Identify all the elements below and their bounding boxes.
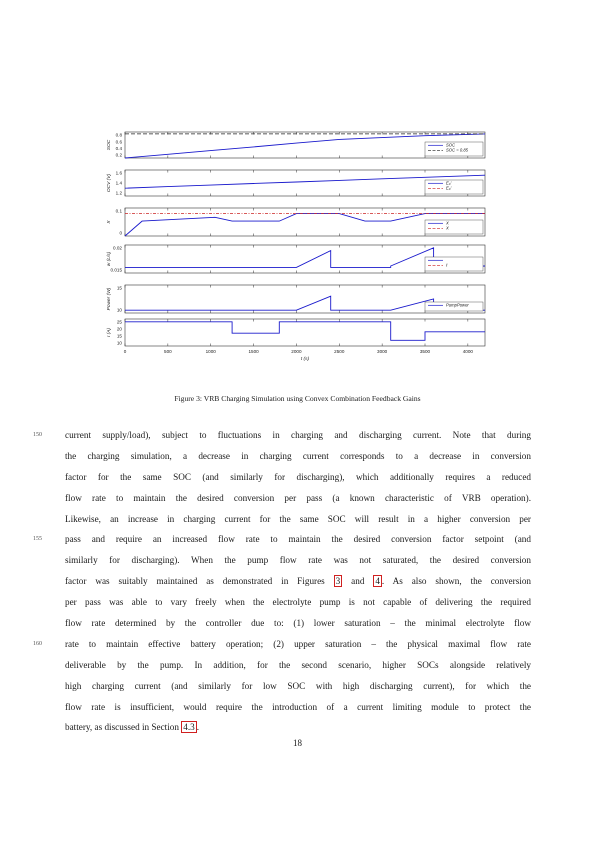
series-line <box>125 322 485 341</box>
y-tick-label: 0.4 <box>115 145 122 151</box>
y-tick-label: 10 <box>116 340 122 346</box>
legend-label: X <box>446 220 449 226</box>
legend-label: X <box>446 225 449 231</box>
x-tick-label: 0 <box>123 349 127 354</box>
line-number: 160 <box>33 640 42 647</box>
y-tick-label: 0.02 <box>113 245 122 251</box>
y-tick-label: 10 <box>116 307 122 313</box>
line-number: 155 <box>33 536 42 543</box>
page-number: 18 <box>293 738 302 748</box>
text-line: per pass was able to vary freely when the electrolyte pump is not capable of delivering the required <box>65 597 531 608</box>
text-line: Likewise, an increase in charging current for the same SOC will result in a higher conversion per <box>65 513 531 524</box>
legend-label: E₀′ <box>446 180 452 186</box>
x-tick-label: 1500 <box>248 349 259 354</box>
legend-box <box>425 257 483 271</box>
y-tick-label: 0 <box>119 230 122 236</box>
text-line: similarly for discharging). When the pump flow rate was not saturated, the desired conversion <box>65 555 531 566</box>
y-axis-label: SOC <box>107 139 112 151</box>
legend-label: E₀′ <box>446 185 452 191</box>
legend-label: ℓ <box>446 262 448 268</box>
y-tick-label: 0.015 <box>110 267 122 273</box>
x-tick-label: 2500 <box>334 349 345 354</box>
figure-caption: Figure 3: VRB Charging Simulation using Convex Combination Feedback Gains <box>174 394 421 403</box>
legend-label: PumpPower <box>446 302 469 308</box>
line-number: 150 <box>33 432 42 438</box>
y-tick-label: 0.2 <box>115 152 122 158</box>
legend-label: SOC = 0.85 <box>446 147 468 153</box>
text-line: factor for the same SOC (and similarly for discharging), which additionally requires a reduced <box>65 471 531 482</box>
text-line: battery, as discussed in Section 4.3 . <box>65 722 200 733</box>
y-tick-label: 25 <box>116 319 122 325</box>
legend-box <box>425 180 483 194</box>
x-tick-label: 2000 <box>291 349 302 354</box>
y-axis-label: X <box>107 220 112 224</box>
x-tick-label: 1000 <box>205 349 216 354</box>
y-axis-label: I (A) <box>107 327 112 338</box>
y-tick-label: 1.6 <box>115 170 122 176</box>
figure-3-link[interactable]: 3 <box>335 576 341 587</box>
y-tick-label: 1.4 <box>115 180 122 186</box>
text-line: 160 rate to maintain effective battery operation; (2) upper saturation – the physical maximal flow rate <box>65 634 531 655</box>
x-tick-label: 3500 <box>419 349 431 354</box>
x-axis-label: t (s) <box>300 357 310 362</box>
legend-box <box>425 220 483 234</box>
text-line: 155 pass and require an increased flow rate to maintain the desired conversion factor setpoint (and <box>65 529 531 550</box>
y-tick-label: 0.6 <box>115 139 122 145</box>
x-tick-label: 3000 <box>377 349 388 354</box>
text-line: factor was suitably maintained as demonstrated in Figures 3 and 4 . As also shown, the conversion <box>65 576 532 587</box>
y-tick-label: 0.1 <box>115 208 122 214</box>
section-4-3-link[interactable]: 4.3 <box>183 722 195 733</box>
y-tick-label: 15 <box>116 333 122 339</box>
text-line: high charging current (and similarly for low SOC with high discharging current), for which the <box>65 680 531 691</box>
x-tick-label: 500 <box>164 349 172 354</box>
y-tick-label: 20 <box>116 326 122 332</box>
y-tick-label: 1.2 <box>115 190 122 196</box>
text-line: 150 current supply/load), subject to fluctuations in charging and discharging current. Note that during <box>65 425 531 446</box>
text-line: deliverable by the pump. In addition, for the second scenario, higher SOCs alongside relatively <box>65 659 531 670</box>
simulation-figure <box>95 125 500 365</box>
y-axis-label: w (L/s) <box>107 251 112 267</box>
legend-label: SOC <box>446 142 456 148</box>
body-text <box>33 425 532 738</box>
text-line: flow rate to maintain the desired conversion per pass (a known characteristic of VRB operation). <box>65 492 531 503</box>
y-axis-label: Power (W) <box>107 287 112 311</box>
y-tick-label: 0.8 <box>115 132 122 138</box>
y-tick-label: 15 <box>116 285 122 291</box>
figure-4-link[interactable]: 4 <box>375 576 380 587</box>
y-axis-label: OCV (V) <box>107 173 112 193</box>
panel-frame <box>125 319 485 346</box>
text-line: flow rate determined by the controller due to: (1) lower saturation – the minimal electrolyte flow <box>65 618 531 629</box>
text-line: the charging simulation, a decrease in charging current corresponds to a decrease in conversion <box>65 450 531 461</box>
x-tick-label: 4000 <box>462 349 473 354</box>
text-line: flow rate is insufficient, would require the introduction of a current limiting module to protect the <box>65 701 531 712</box>
